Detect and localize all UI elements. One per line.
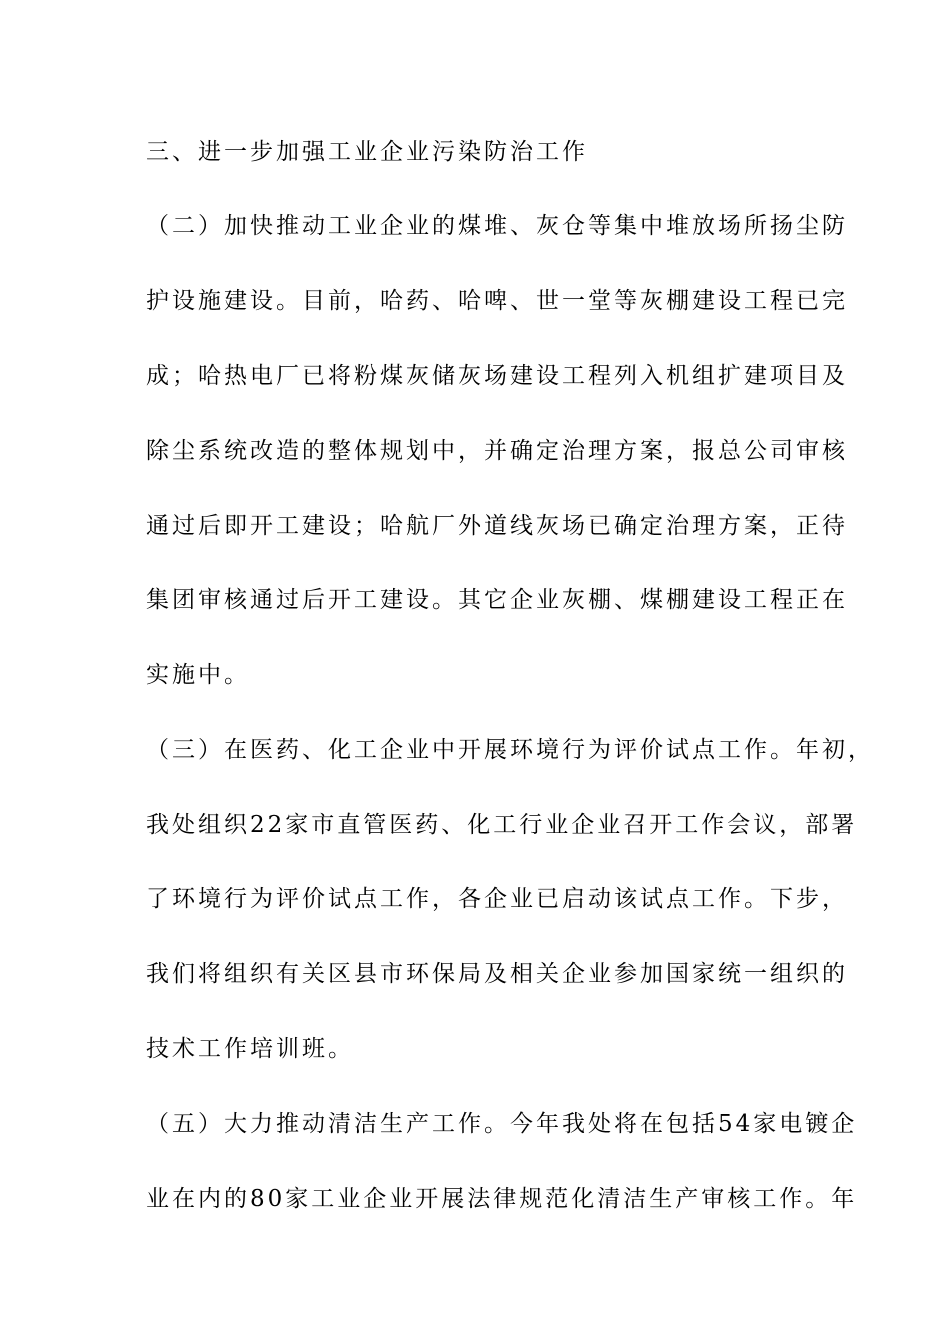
text-line: 成；哈热电厂已将粉煤灰储灰场建设工程列入机组扩建项目及	[146, 363, 848, 389]
text-line: （二）加快推动工业企业的煤堆、灰仓等集中堆放场所扬尘防	[146, 213, 848, 239]
text-line: 实施中。	[146, 662, 250, 688]
text-line: 除尘系统改造的整体规划中，并确定治理方案，报总公司审核	[146, 438, 848, 464]
text-line: 通过后即开工建设；哈航厂外道线灰场已确定治理方案，正待	[146, 513, 848, 539]
text-line: 集团审核通过后开工建设。其它企业灰棚、煤棚建设工程正在	[146, 587, 848, 613]
text-line: 技术工作培训班。	[146, 1036, 354, 1062]
text-line: 了环境行为评价试点工作，各企业已启动该试点工作。下步，	[146, 886, 848, 912]
text-line: 业在内的80家工业企业开展法律规范化清洁生产审核工作。年	[146, 1186, 858, 1212]
text-line: 护设施建设。目前，哈药、哈啤、世一堂等灰棚建设工程已完	[146, 288, 848, 314]
text-line: （五）大力推动清洁生产工作。今年我处将在包括54家电镀企	[146, 1111, 858, 1137]
text-line: （三）在医药、化工企业中开展环境行为评价试点工作。年初，	[146, 737, 874, 763]
text-line: 我处组织22家市直管医药、化工行业企业召开工作会议，部署	[146, 812, 858, 838]
section-heading: 三、进一步加强工业企业污染防治工作	[146, 139, 588, 165]
text-line: 我们将组织有关区县市环保局及相关企业参加国家统一组织的	[146, 961, 848, 987]
